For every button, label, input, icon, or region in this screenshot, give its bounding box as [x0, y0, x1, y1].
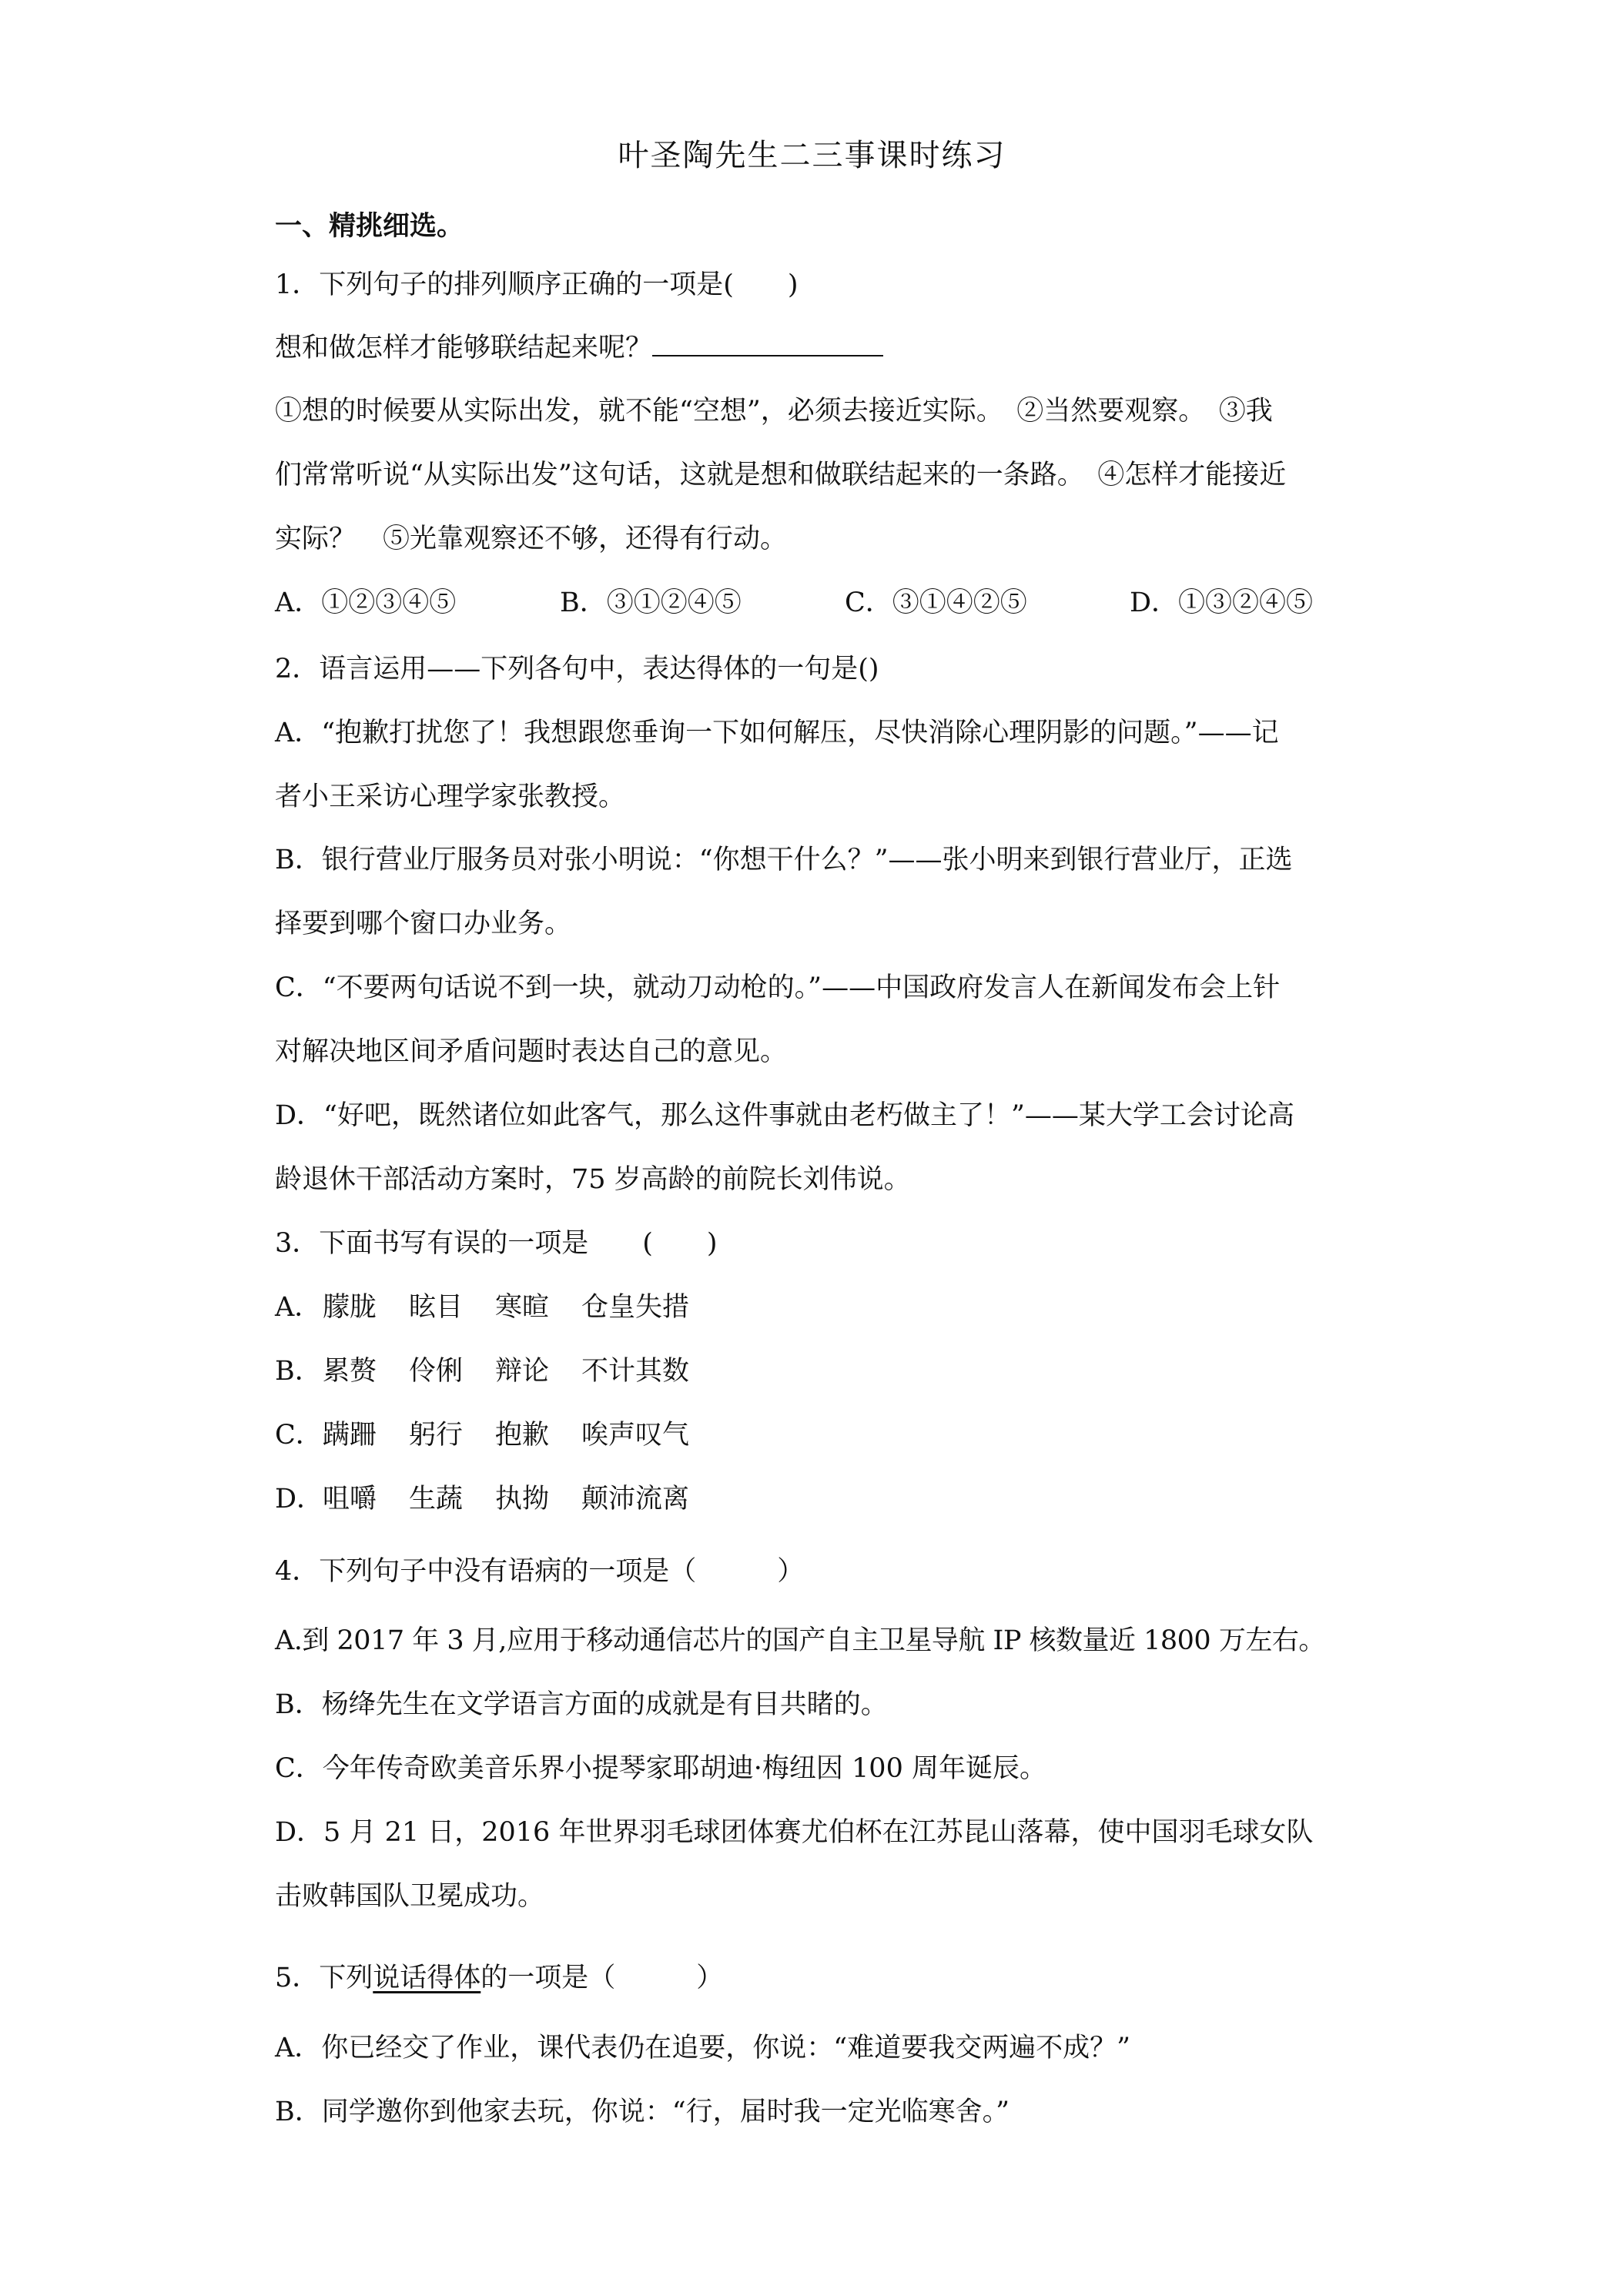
option-word: 辩论: [495, 1356, 550, 1387]
question-4-line: D．5 月 21 日，2016 年世界羽毛球团体赛尤伯杯在江苏昆山落幕，使中国羽毛球女队: [275, 1817, 1314, 1848]
question-5-stem-text: 的一项是（ ）: [481, 1963, 724, 1993]
option-word: 寒暄: [495, 1292, 550, 1323]
option-word: 颠沛流离: [581, 1484, 690, 1514]
question-1-options: [275, 584, 1368, 621]
question-5-line: B．同学邀你到他家去玩，你说：“行，届时我一定光临寒舍。”: [275, 2097, 1010, 2127]
question-5-stem-text: 5．下列: [275, 1963, 373, 1993]
question-3-stem: 3．下面书写有误的一项是 ( ): [275, 1228, 718, 1259]
option-word: 仓皇失措: [581, 1292, 690, 1323]
option-word: 累赘: [323, 1356, 377, 1387]
question-1-option: D．①③②④⑤: [1130, 587, 1314, 618]
option-letter: C．: [275, 1420, 323, 1451]
option-word: 眩目: [409, 1292, 464, 1323]
answer-blank: [652, 330, 883, 356]
question-1-passage-line: 们常常听说“从实际出发”这句话，这就是想和做联结起来的一条路。 ④怎样才能接近: [275, 460, 1287, 490]
section-heading: 一、精挑细选。: [275, 210, 464, 242]
option-word: 唉声叹气: [581, 1420, 690, 1451]
question-3-option: [275, 1481, 1368, 1518]
question-2-line: 者小王采访心理学家张教授。: [275, 782, 626, 812]
question-1-option: B．③①②④⑤: [560, 587, 742, 618]
question-1-stem: 1．下列句子的排列顺序正确的一项是( ): [275, 269, 799, 300]
question-1-passage-line: ①想的时候要从实际出发，就不能“空想”，必须去接近实际。 ②当然要观察。 ③我: [275, 396, 1273, 427]
question-1-prompt: [275, 330, 1368, 366]
question-3-option: [275, 1353, 1368, 1390]
question-1-option: A．①②③④⑤: [275, 587, 457, 618]
option-word: 咀嚼: [323, 1484, 377, 1514]
question-1-prompt-text: 想和做怎样才能够联结起来呢？: [275, 333, 653, 363]
question-2-line: D．“好吧，既然诸位如此客气，那么这件事就由老朽做主了！”——某大学工会讨论高: [275, 1100, 1294, 1131]
option-word: 生蔬: [409, 1484, 464, 1514]
option-word: 不计其数: [581, 1356, 690, 1387]
question-3-option: [275, 1289, 1368, 1326]
question-5-line: A．你已经交了作业，课代表仍在追要，你说：“难道要我交两遍不成？”: [275, 2033, 1131, 2063]
question-5-stem: [275, 1960, 1368, 1996]
underlined-phrase: 说话得体: [373, 1963, 481, 1993]
option-word: 抱歉: [495, 1420, 550, 1451]
question-2-line: B．银行营业厅服务员对张小明说：“你想干什么？”——张小明来到银行营业厅，正选: [275, 845, 1293, 875]
question-2-line: A．“抱歉打扰您了！我想跟您垂询一下如何解压，尽快消除心理阴影的问题。”——记: [275, 718, 1279, 748]
page-title: 叶圣陶先生二三事课时练习: [618, 138, 1006, 173]
question-2-line: C．“不要两句话说不到一块，就动刀动枪的。”——中国政府发言人在新闻发布会上针: [275, 972, 1281, 1003]
question-2-line: 龄退休干部活动方案时，75 岁高龄的前院长刘伟说。: [275, 1164, 911, 1195]
option-letter: D．: [275, 1484, 324, 1514]
option-word: 执拗: [495, 1484, 550, 1514]
question-2-line: 对解决地区间矛盾问题时表达自己的意见。: [275, 1036, 788, 1067]
option-word: 伶俐: [409, 1356, 464, 1387]
question-4-line: C．今年传奇欧美音乐界小提琴家耶胡迪·梅纽因 100 周年诞辰。: [275, 1753, 1046, 1784]
question-3-option: [275, 1417, 1368, 1454]
option-letter: A．: [275, 1292, 322, 1323]
question-4-line: B．杨绛先生在文学语言方面的成就是有目共睹的。: [275, 1689, 888, 1720]
question-4-line: 击败韩国队卫冕成功。: [275, 1881, 545, 1912]
question-2-line: 择要到哪个窗口办业务。: [275, 909, 572, 939]
question-1-option: C．③①④②⑤: [845, 587, 1027, 618]
option-word: 蹒跚: [323, 1420, 377, 1451]
option-word: 躬行: [409, 1420, 464, 1451]
option-letter: B．: [275, 1356, 322, 1387]
question-4-line: A.到 2017 年 3 月,应用于移动通信芯片的国产自主卫星导航 IP 核数量近 1800 万左右。: [275, 1625, 1325, 1656]
option-word: 朦胧: [323, 1292, 377, 1323]
question-4-stem: 4．下列句子中没有语病的一项是（ ）: [275, 1556, 805, 1587]
question-1-passage-line: 实际？ ⑤光靠观察还不够，还得有行动。: [275, 524, 788, 554]
question-2-stem: 2．语言运用——下列各句中，表达得体的一句是(): [275, 654, 879, 684]
